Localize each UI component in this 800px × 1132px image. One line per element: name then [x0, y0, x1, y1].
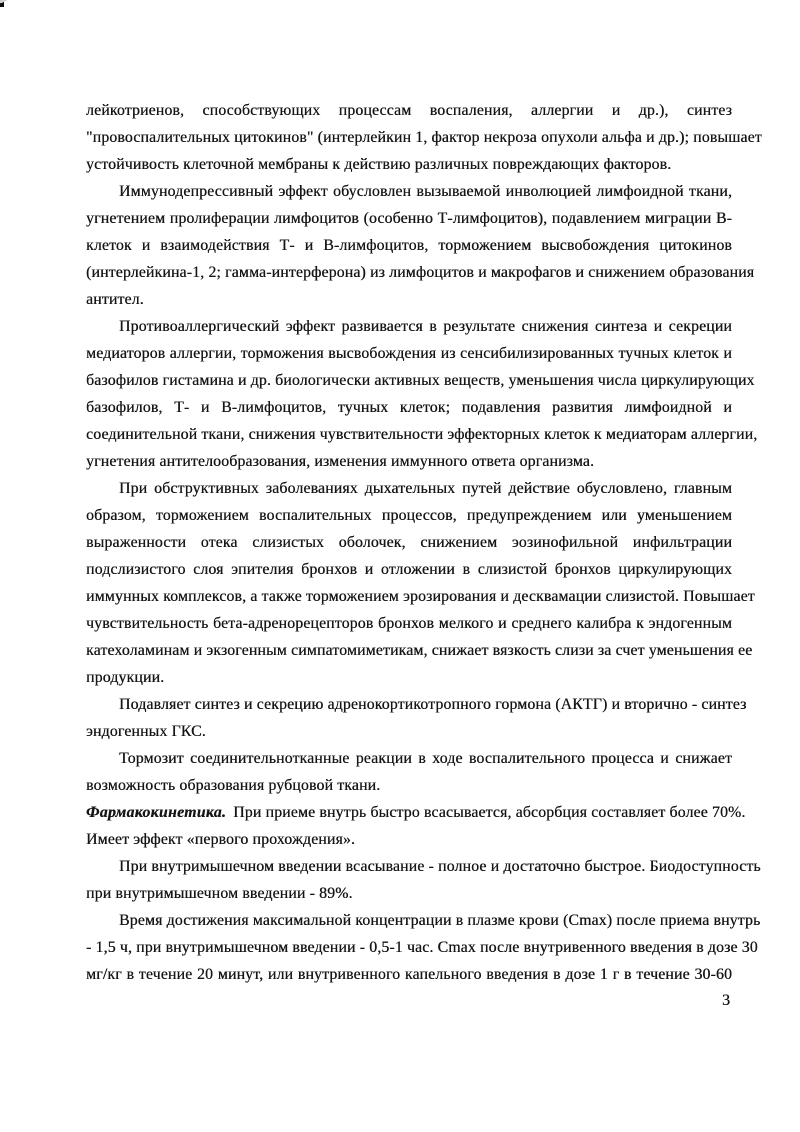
- section-heading-pharmacokinetics: Фармакокинетика.: [86, 804, 227, 821]
- paragraph: [86, 475, 755, 691]
- text-line: При обструктивных заболеваниях дыхательных путей действие обусловлено, главным: [119, 480, 732, 497]
- paragraph: [86, 907, 761, 988]
- page-number: 3: [722, 992, 730, 1009]
- paragraph: [86, 313, 758, 475]
- paragraph: [86, 853, 761, 907]
- text-line: Фармакокинетика. При приеме внутрь быстро всасывается, абсорбция составляет более 70%.: [86, 804, 746, 821]
- text-line: подслизистого слоя эпителия бронхов и отложении в слизистой бронхов циркулирующих: [86, 561, 732, 578]
- text-line: клеток и взаимодействия Т- и В-лимфоцитов, торможением высвобождения цитокинов: [86, 237, 732, 254]
- text-line: базофилов гистамина и др. биологически активных веществ, уменьшения числа циркулирующих: [86, 372, 755, 389]
- text-line: продукции.: [86, 669, 165, 686]
- text-line: Время достижения максимальной концентрации в плазме крови (Cmax) после приема внутрь: [119, 912, 761, 929]
- text-line: - 1,5 ч, при внутримышечном введении - 0,5-1 час. Cmax после внутривенного введения в дозе 30: [86, 939, 758, 956]
- text-line: угнетением пролиферации лимфоцитов (особенно Т-лимфоцитов), подавлением миграции В-: [86, 210, 732, 227]
- text-line: соединительной ткани, снижения чувствительности эффекторных клеток к медиаторам аллергии,: [86, 426, 758, 443]
- document-text: [86, 97, 762, 988]
- text-line: эндогенных ГКС.: [86, 723, 206, 740]
- text-line: лейкотриенов, способствующих процессам воспаления, аллергии и др.), синтез: [86, 102, 732, 119]
- text-line: при внутримышечном введении - 89%.: [86, 885, 353, 902]
- text-line: (интерлейкина-1, 2; гамма-интерферона) из лимфоцитов и макрофагов и снижением образования: [86, 264, 755, 281]
- text-line: Тормозит соединительнотканные реакции в ходе воспалительного процесса и снижает: [119, 750, 732, 767]
- text-line: выраженности отека слизистых оболочек, снижением эозинофильной инфильтрации: [86, 534, 732, 551]
- text-line: Противоаллергический эффект развивается в результате снижения синтеза и секреции: [119, 318, 732, 335]
- text-line: иммунных комплексов, а также торможением эрозирования и десквамации слизистой. Повышает: [86, 588, 755, 605]
- text-line: При внутримышечном введении всасывание - полное и достаточно быстрое. Биодоступность: [119, 858, 761, 875]
- text-line: Имеет эффект «первого прохождения».: [86, 831, 356, 848]
- text-line: медиаторов аллергии, торможения высвобождения из сенсибилизированных тучных клеток и: [86, 345, 732, 362]
- text-line: возможность образования рубцовой ткани.: [86, 777, 381, 794]
- text-line: антител.: [86, 291, 144, 308]
- text-line: Иммунодепрессивный эффект обусловлен вызываемой инволюцией лимфоидной ткани,: [119, 183, 732, 200]
- paragraph: [86, 745, 732, 799]
- text-line: катехоламинам и экзогенным симпатомиметикам, снижает вязкость слизи за счет уменьшения ее: [86, 642, 753, 659]
- paragraph: [86, 799, 746, 853]
- text-line: "провоспалительных цитокинов" (интерлейкин 1, фактор некроза опухоли альфа и др.); повышает: [86, 129, 762, 146]
- text-line: Подавляет синтез и секрецию адренокортикотропного гормона (АКТГ) и вторично - синтез: [119, 696, 747, 713]
- text-line: устойчивость клеточной мембраны к действию различных повреждающих факторов.: [86, 156, 672, 173]
- paragraph: [86, 178, 755, 313]
- paragraph: [86, 97, 762, 178]
- text-line: образом, торможением воспалительных процессов, предупреждением или уменьшением: [86, 507, 732, 524]
- text-line: мг/кг в течение 20 минут, или внутривенного капельного введения в дозе 1 г в течение 30-60: [86, 966, 732, 983]
- text-line: базофилов, Т- и В-лимфоцитов, тучных клеток; подавления развития лимфоидной и: [86, 399, 732, 416]
- paragraph: [86, 691, 747, 745]
- text-line: чувствительность бета-адренорецепторов бронхов мелкого и среднего калибра к эндогенным: [86, 615, 732, 632]
- text-line: угнетения антителообразования, изменения иммунного ответа организма.: [86, 453, 595, 470]
